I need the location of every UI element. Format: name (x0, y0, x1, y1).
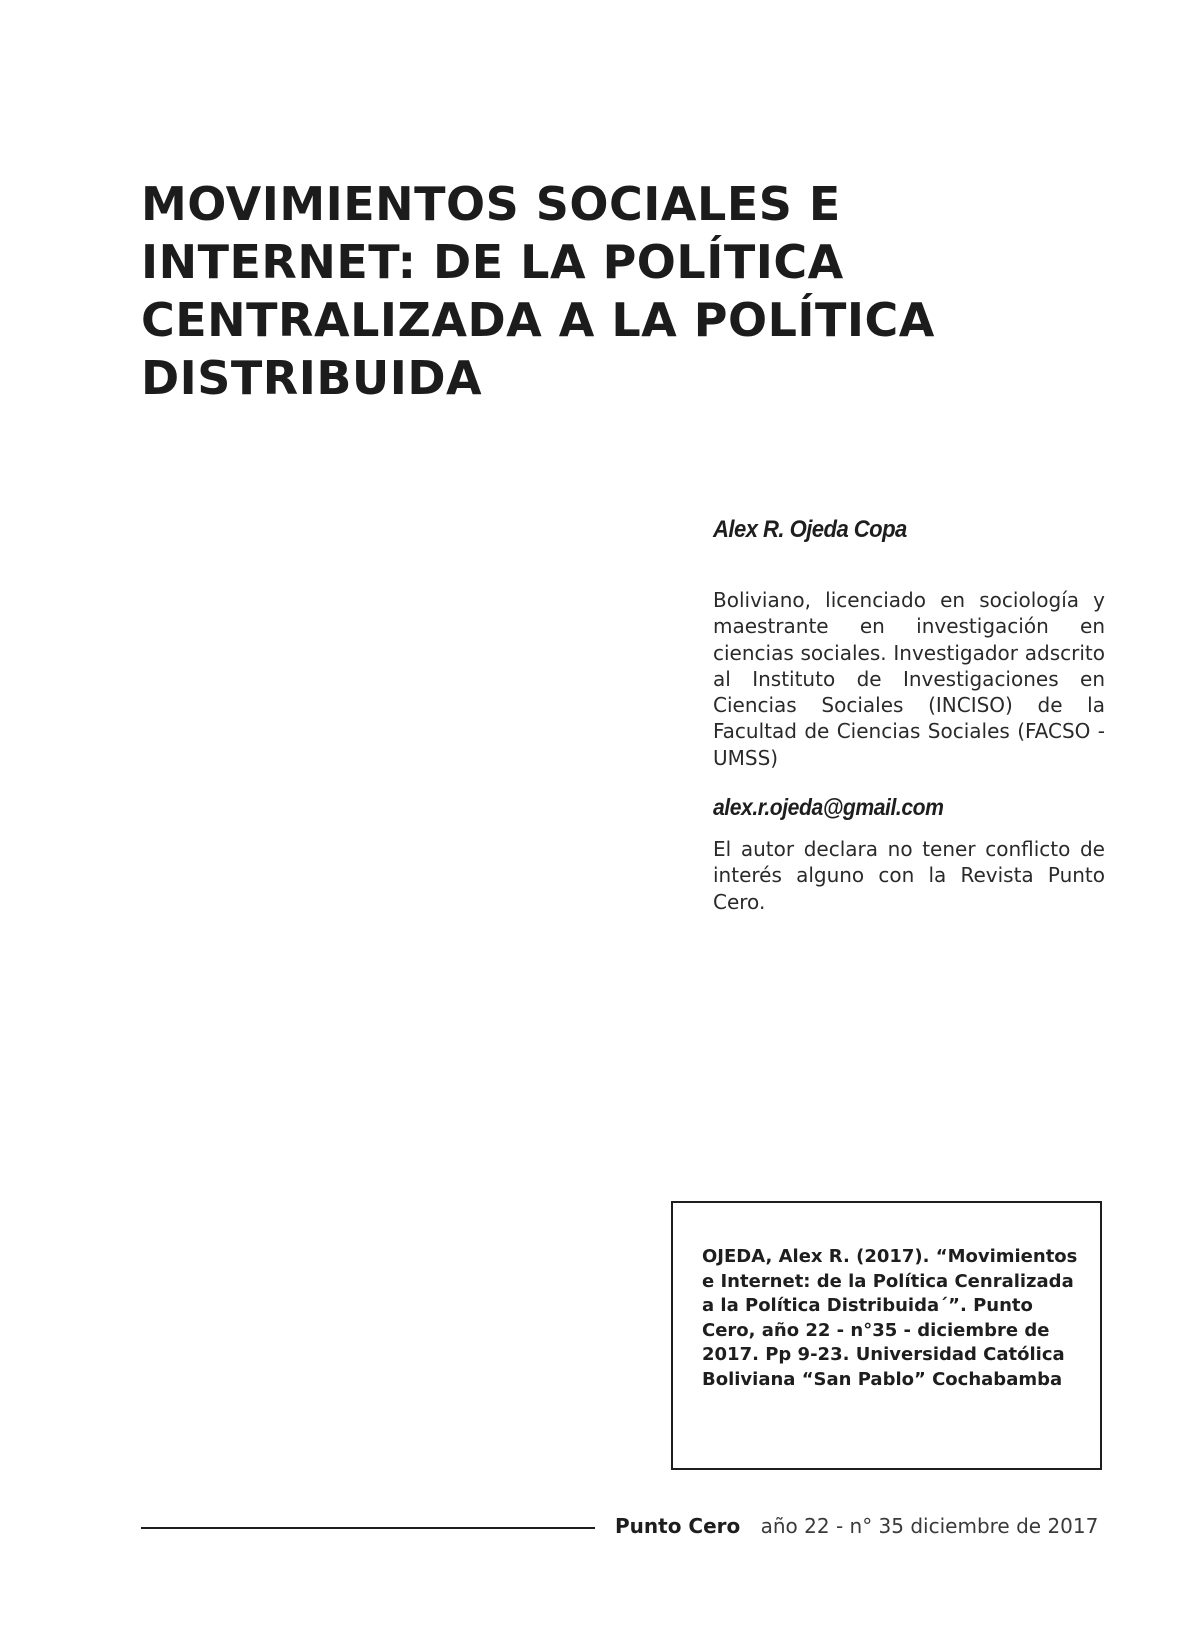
title-line: CENTRALIZADA A LA POLÍTICA (141, 293, 935, 347)
footer-journal-name: Punto Cero (615, 1514, 741, 1538)
title-line: DISTRIBUIDA (141, 351, 483, 405)
citation-text: OJEDA, Alex R. (2017). “Movimientos e Internet: de la Política Cenralizada a la Política Distribuida´”. Punto Cero, año 22 - n°35 - diciembre de 2017. Pp 9-23. Universidad Católica Boliviana “San Pablo” Cochabamba (702, 1246, 1078, 1390)
author-name: Alex R. Ojeda Copa (713, 516, 907, 543)
footer-rule (141, 1527, 595, 1529)
page-footer (615, 1514, 1098, 1538)
title-line: MOVIMIENTOS SOCIALES E (141, 177, 841, 231)
author-email[interactable]: alex.r.ojeda@gmail.com (713, 794, 944, 820)
footer-issue-info: año 22 - n° 35 diciembre de 2017 (760, 1514, 1099, 1538)
citation-box (671, 1201, 1102, 1470)
conflict-statement: El autor declara no tener conflicto de interés alguno con la Revista Punto Cero. (713, 837, 1105, 914)
title-line: INTERNET: DE LA POLÍTICA (141, 235, 844, 289)
author-bio: Boliviano, licenciado en sociología y maestrante en investigación en ciencias sociales. Investigador adscrito al Instituto de Investigaciones en Ciencias Sociales (INCISO) de la Facultad de Ciencias Sociales (FACSO - UMSS) (713, 588, 1105, 770)
article-title (141, 175, 1001, 407)
